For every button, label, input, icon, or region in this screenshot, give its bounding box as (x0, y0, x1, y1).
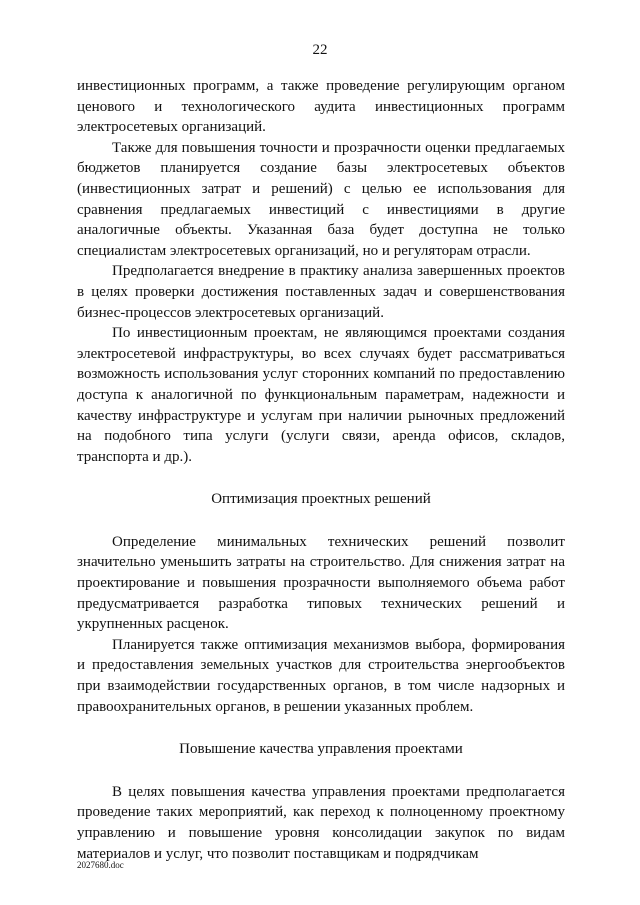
section-heading-project-management: Повышение качества управления проектами (179, 741, 463, 758)
footer-filename: 2027680.doc (77, 860, 124, 870)
paragraph: Предполагается внедрение в практику анализа завершенных проектов в целях проверки достижения поставленных задач и совершенствования бизнес-процессов электросетевых организаций. (77, 263, 565, 321)
page-number: 22 (312, 42, 328, 58)
paragraph: Определение минимальных технических решений позволит значительно уменьшить затраты на строительство. Для снижения затрат на проектирование и повышения прозрачности выполняемого объема работ предусматривается разработка типовых технических решений и укрупненных расценок. (77, 533, 565, 633)
paragraph: По инвестиционным проектам, не являющимся проектами создания электросетевой инфраструктуры, во всех случаях будет рассматриваться возможность использования услуг сторонних компаний по предоставлению доступа к аналогичной по функциональным параметрам, надежности и качеству инфраструктуре и услугам при наличии рыночных предложений на подобного типа услуги (услуги связи, аренда офисов, складов, транспорта и др.). (77, 325, 565, 465)
paragraph: В целях повышения качества управления проектами предполагается проведение таких мероприятий, как переход к полноценному проектному управлению и повышение уровня консолидации закупок по видам материалов и услуг, что позволит поставщикам и подрядчикам (77, 783, 565, 862)
paragraph: Планируется также оптимизация механизмов выбора, формирования и предоставления земельных участков для строительства энергообъектов при взаимодействии государственных органов, в том числе надзорных и правоохранительных органов, в решении указанных проблем. (77, 636, 565, 715)
section-heading-design-optimization: Оптимизация проектных решений (211, 491, 431, 508)
document-body (77, 76, 565, 864)
paragraph-continuation: инвестиционных программ, а также проведение регулирующим органом ценового и технологического аудита инвестиционных программ электросетевых организаций. (77, 78, 565, 136)
paragraph: Также для повышения точности и прозрачности оценки предлагаемых бюджетов планируется создание базы электросетевых объектов (инвестиционных затрат и решений) с целью ее использования для сравнения предлагаемых инвестиций с инвестициями в другие аналогичные объекты. Указанная база будет доступна не только специалистам электросетевых организаций, но и регуляторам отрасли. (77, 139, 565, 259)
